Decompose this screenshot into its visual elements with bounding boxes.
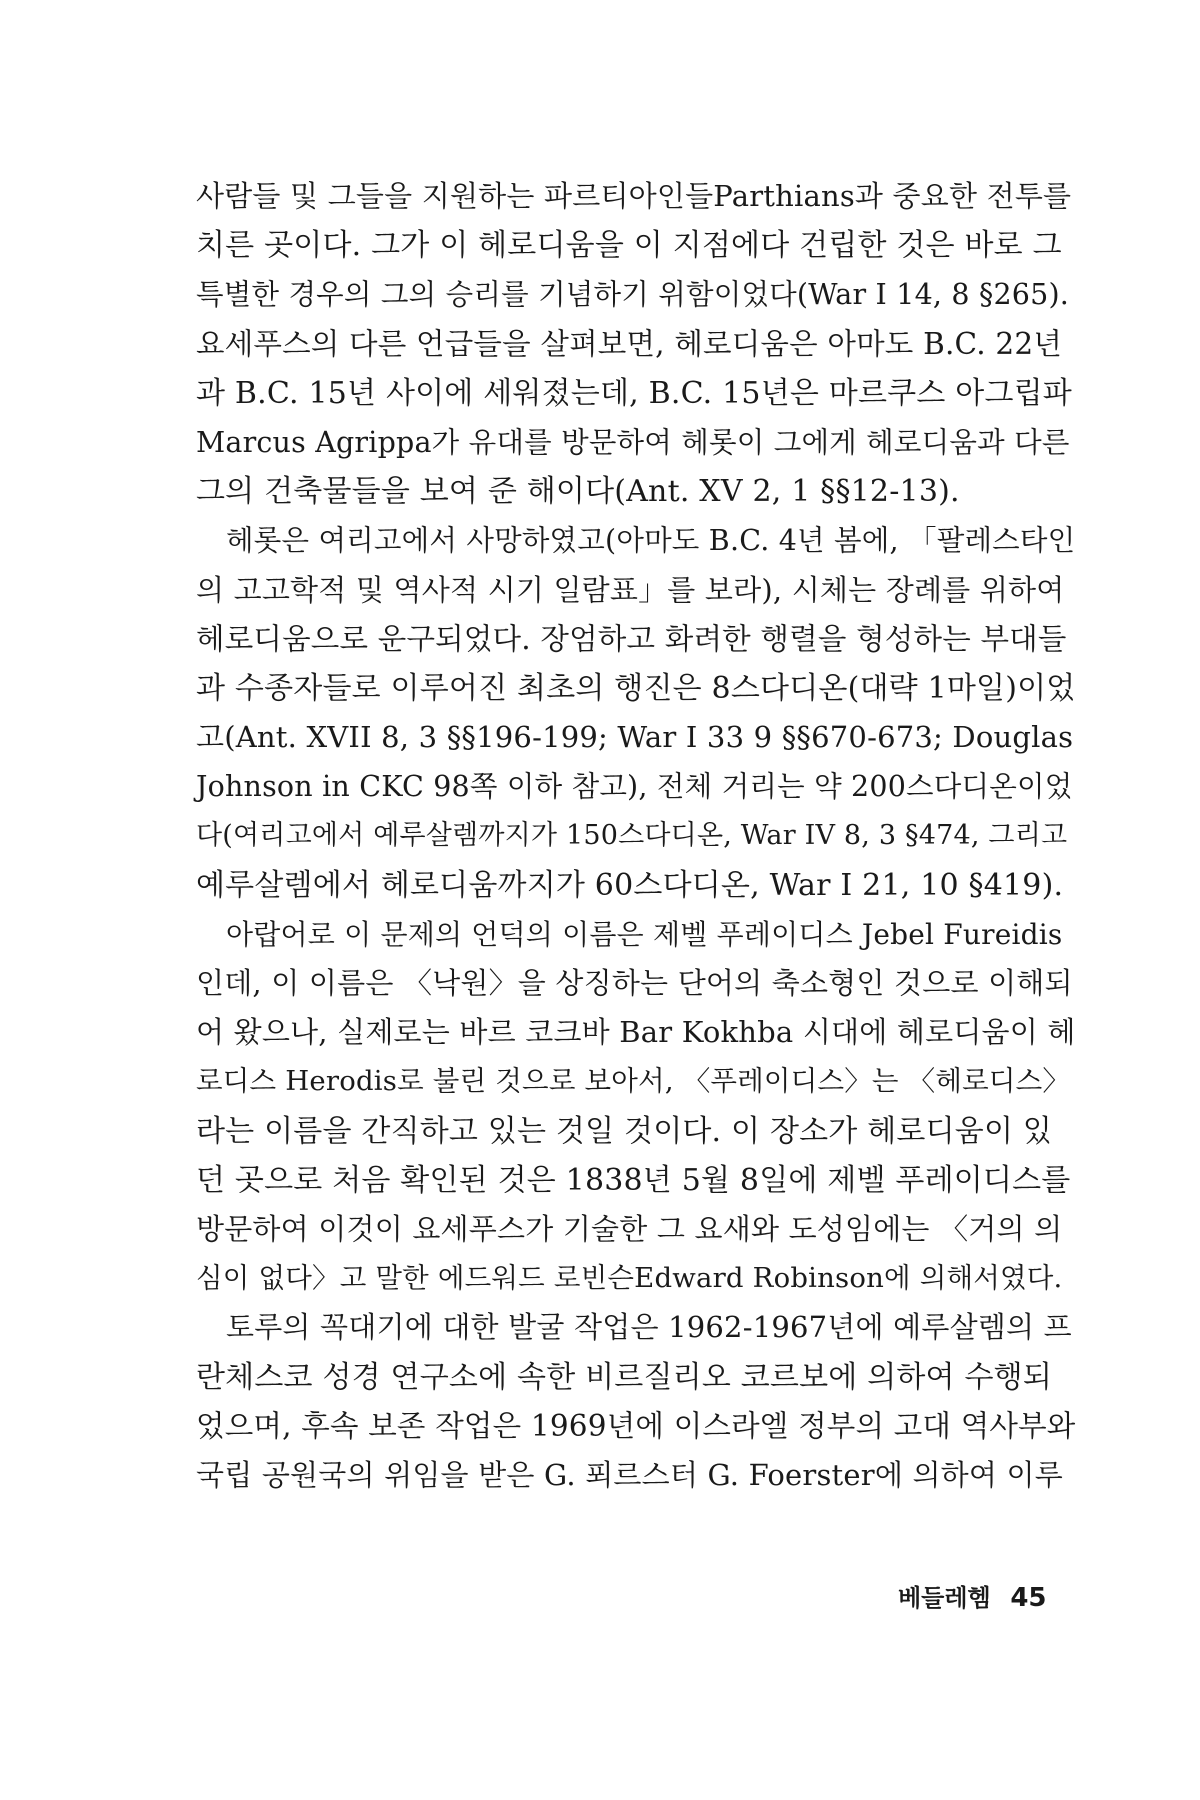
text-line: 그의 건축물들을 보여 준 해이다(Ant. XV 2, 1 §§12-13). bbox=[196, 474, 960, 510]
text-line: 과 수종자들로 이루어진 최초의 행진은 8스다디온(대략 1마일)이었 bbox=[196, 670, 1076, 706]
text-line: 던 곳으로 처음 확인된 것은 1838년 5월 8일에 제벨 푸레이디스를 bbox=[196, 1162, 1071, 1198]
running-title: 베들레헴 bbox=[898, 1584, 991, 1612]
text-line: 었으며, 후속 보존 작업은 1969년에 이스라엘 정부의 고대 역사부와 bbox=[196, 1408, 1076, 1443]
text-line: 요세푸스의 다른 언급들을 살펴보면, 헤로디움은 아마도 B.C. 22년 bbox=[196, 326, 1063, 361]
text-line: 고(Ant. XVII 8, 3 §§196-199; War I 33 9 §§670-673; Douglas bbox=[196, 720, 1074, 755]
text-line: Marcus Agrippa가 유대를 방문하여 헤롯이 그에게 헤로디움과 다른 bbox=[196, 425, 1070, 459]
paragraph-start-line: 토루의 꼭대기에 대한 발굴 작업은 1962-1967년에 예루살렘의 프 bbox=[226, 1310, 1072, 1345]
text-line: 라는 이름을 간직하고 있는 것일 것이다. 이 장소가 헤로디움이 있 bbox=[196, 1113, 1053, 1149]
text-line: 특별한 경우의 그의 승리를 기념하기 위함이었다(War I 14, 8 §265). bbox=[196, 278, 1070, 312]
text-line: 헤로디움으로 운구되었다. 장엄하고 화려한 행렬을 형성하는 부대들 bbox=[196, 621, 1067, 656]
paragraph-start-line: 헤롯은 여리고에서 사망하였고(아마도 B.C. 4년 봄에, 「팔레스타인 bbox=[226, 524, 1076, 558]
page-number: 45 bbox=[1010, 1583, 1047, 1613]
paragraph-start-line: 아랍어로 이 문제의 언덕의 이름은 제벨 푸레이디스 Jebel Fureidis bbox=[226, 917, 1063, 951]
text-line: 인데, 이 이름은 〈낙원〉을 상징하는 단어의 축소형인 것으로 이해되 bbox=[196, 966, 1073, 1000]
text-line: 다(여리고에서 예루살렘까지가 150스다디온, War IV 8, 3 §474, 그리고 bbox=[196, 820, 1068, 852]
text-line: 란체스코 성경 연구소에 속한 비르질리오 코르보에 의하여 수행되 bbox=[196, 1359, 1053, 1395]
text-line: 방문하여 이것이 요세푸스가 기술한 그 요새와 도성임에는 〈거의 의 bbox=[196, 1211, 1063, 1246]
page-footer bbox=[898, 1578, 1047, 1613]
text-line: Johnson in CKC 98쪽 이하 참고), 전체 거리는 약 200스다디온이었 bbox=[196, 770, 1073, 804]
text-line: 예루살렘에서 헤로디움까지가 60스다디온, War I 21, 10 §419). bbox=[196, 867, 1064, 903]
text-line: 심이 없다〉고 말한 에드워드 로빈슨Edward Robinson에 의해서였다. bbox=[196, 1262, 1063, 1295]
text-line: 과 B.C. 15년 사이에 세워졌는데, B.C. 15년은 마르쿠스 아그립파 bbox=[196, 375, 1072, 411]
text-line: 사람들 및 그들을 지원하는 파르티아인들Parthians과 중요한 전투를 bbox=[196, 179, 1072, 213]
text-line: 국립 공원국의 위임을 받은 G. 푀르스터 G. Foerster에 의하여 이루 bbox=[196, 1457, 1063, 1492]
text-line: 로디스 Herodis로 불린 것으로 보아서, 〈푸레이디스〉는 〈헤로디스〉 bbox=[196, 1065, 1071, 1098]
body-text bbox=[196, 172, 1076, 1500]
text-line: 치른 곳이다. 그가 이 헤로디움을 이 지점에다 건립한 것은 바로 그 bbox=[196, 228, 1062, 264]
text-line: 어 왔으나, 실제로는 바르 코크바 Bar Kokhba 시대에 헤로디움이 헤 bbox=[196, 1015, 1076, 1050]
text-line: 의 고고학적 및 역사적 시기 일람표」를 보라), 시체는 장례를 위하여 bbox=[196, 572, 1065, 607]
